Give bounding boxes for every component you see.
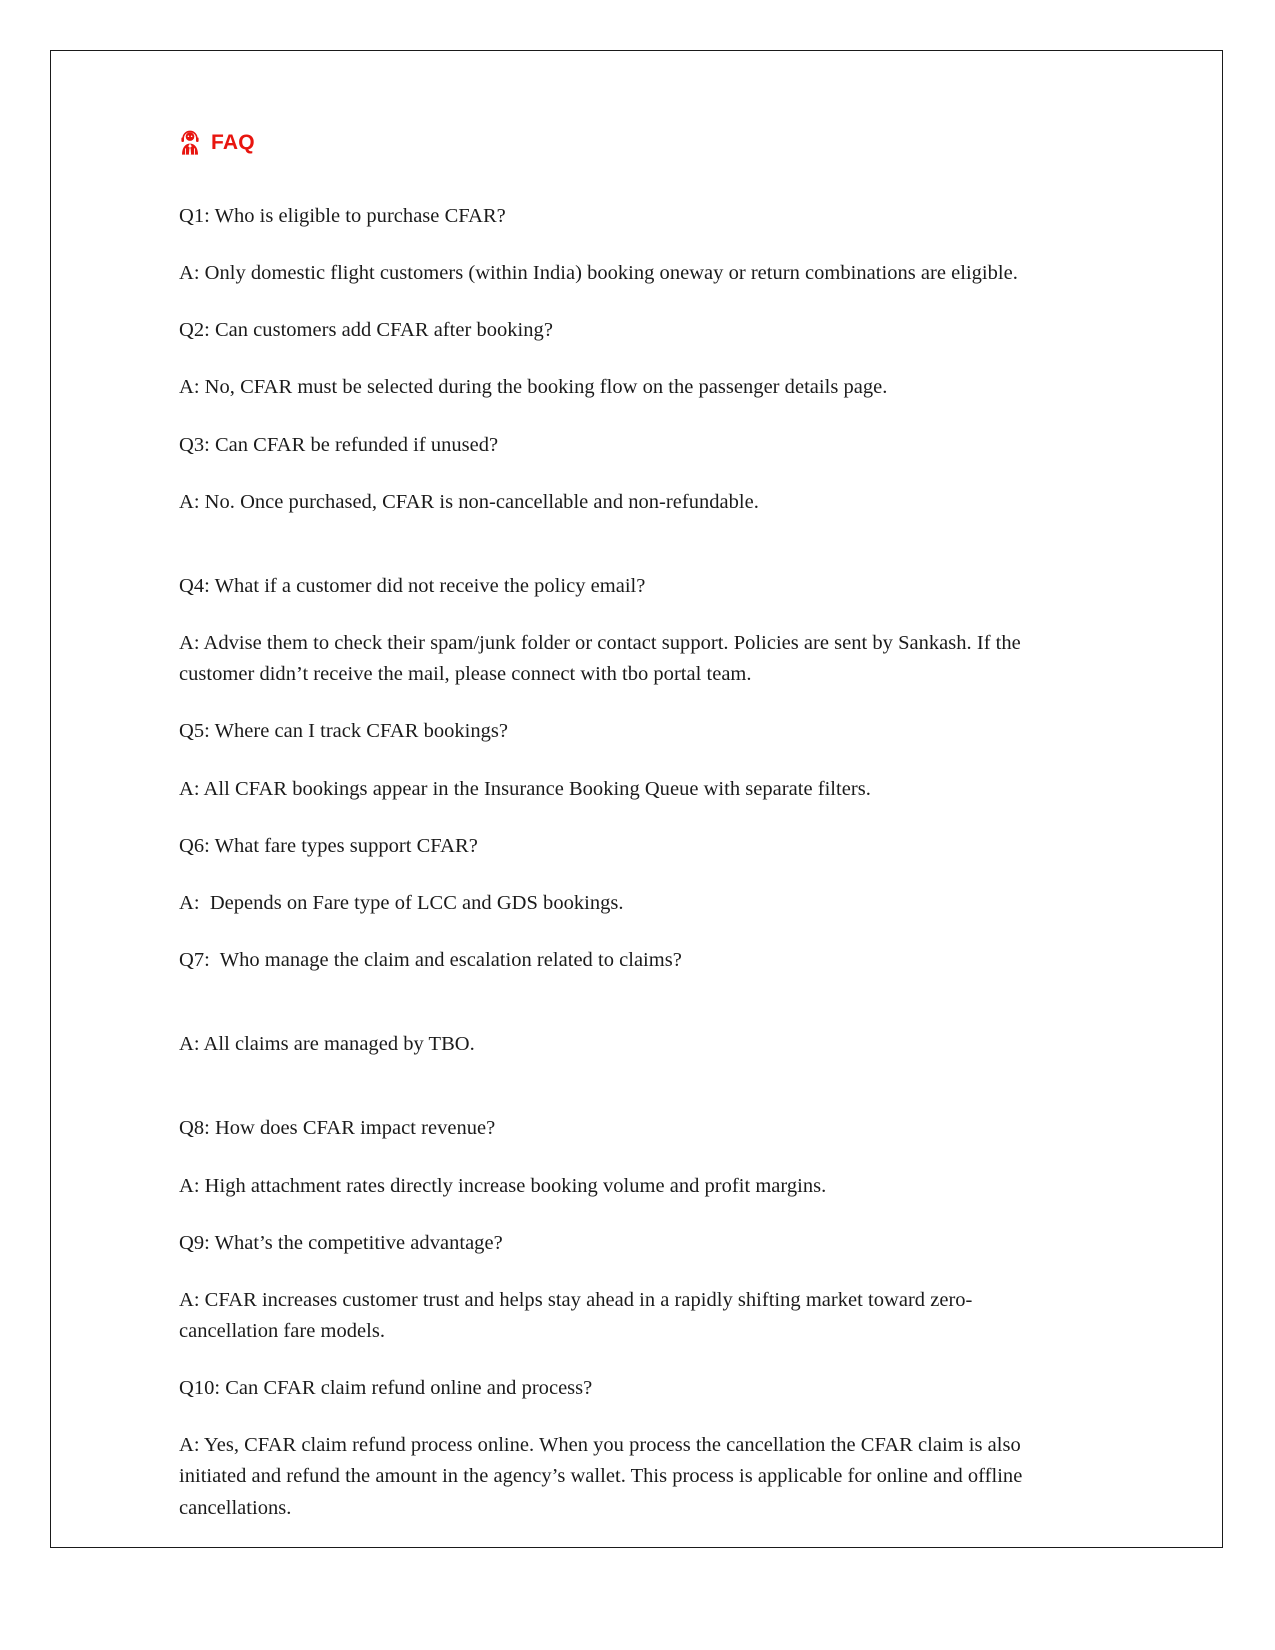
faq-question: Q10: Can CFAR claim refund online and process? — [179, 1377, 593, 1400]
faq-question: Q4: What if a customer did not receive the policy email? — [179, 574, 646, 597]
faq-title: FAQ — [211, 130, 255, 154]
faq-question: Q8: How does CFAR impact revenue? — [179, 1117, 496, 1140]
faq-heading — [179, 129, 1041, 155]
faq-list — [179, 201, 1041, 1524]
faq-answer: A: No. Once purchased, CFAR is non-cancellable and non-refundable. — [179, 490, 759, 513]
faq-question: Q3: Can CFAR be refunded if unused? — [179, 433, 499, 456]
faq-question: Q9: What’s the competitive advantage? — [179, 1231, 503, 1254]
faq-question: Q6: What fare types support CFAR? — [179, 834, 478, 857]
faq-answer: A: No, CFAR must be selected during the booking flow on the passenger details page. — [179, 376, 888, 399]
support-agent-icon — [179, 129, 201, 155]
faq-question: Q2: Can customers add CFAR after booking? — [179, 319, 553, 342]
faq-answer: A: Depends on Fare type of LCC and GDS bookings. — [179, 891, 624, 914]
faq-question: Q5: Where can I track CFAR bookings? — [179, 720, 509, 743]
faq-answer: A: Only domestic flight customers (within India) booking oneway or return combinations are eligible. — [179, 262, 1018, 285]
faq-question: Q1: Who is eligible to purchase CFAR? — [179, 205, 506, 227]
faq-answer: A: Yes, CFAR claim refund process online. When you process the cancellation the CFAR claim is also initiated and refund the amount in the agency’s wallet. This process is applicable for online and offline cancellations. — [179, 1434, 1028, 1519]
faq-answer: A: High attachment rates directly increase booking volume and profit margins. — [179, 1174, 827, 1197]
faq-answer: A: All CFAR bookings appear in the Insurance Booking Queue with separate filters. — [179, 777, 871, 800]
faq-answer: A: CFAR increases customer trust and helps stay ahead in a rapidly shifting market toward zero-cancellation fare models. — [179, 1288, 973, 1342]
document-page — [50, 50, 1223, 1548]
faq-content — [179, 129, 1041, 1524]
faq-answer: A: Advise them to check their spam/junk folder or contact support. Policies are sent by Sankash. If the customer didn’t receive the mail, please connect with tbo portal team. — [179, 632, 1026, 686]
faq-answer: A: All claims are managed by TBO. — [179, 1033, 475, 1056]
faq-question: Q7: Who manage the claim and escalation related to claims? — [179, 949, 682, 972]
